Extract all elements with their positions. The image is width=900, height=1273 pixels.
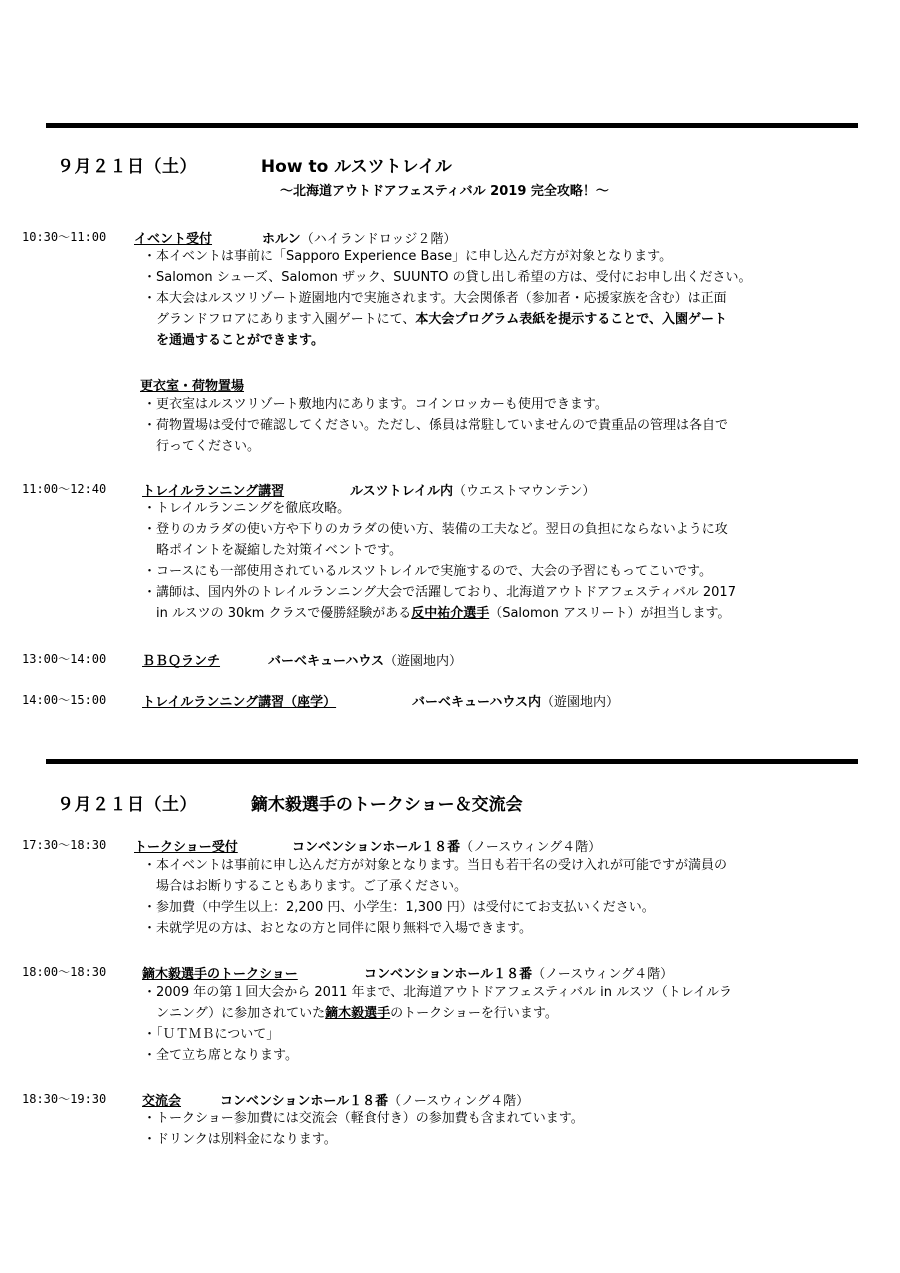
bullet-text: グランドフロアにあります入園ゲートにて、 xyxy=(156,312,416,327)
event-name: トレイルランニング講習（座学） xyxy=(142,695,337,710)
bullet-continuation xyxy=(156,603,730,624)
venue-detail: （ハイランドロッジ２階） xyxy=(300,232,457,247)
bullet: ・本大会はルスツリゾート遊園地内で実施されます。大会関係者（参加者・応援家族を含む）は正面 xyxy=(143,291,727,306)
bullet: ・ドリンクは別料金になります。 xyxy=(143,1132,337,1147)
event-networking xyxy=(22,1090,530,1109)
bullet-text: （Salomon アスリート）が担当します。 xyxy=(489,606,731,621)
event-trail-lecture xyxy=(22,480,596,499)
event-talk-reception xyxy=(22,836,602,855)
event-reception xyxy=(22,228,457,247)
event-name: 鏑木毅選手のトークショー xyxy=(142,967,298,982)
section1-subtitle: ～北海道アウトドアフェスティバル 2019 完全攻略！～ xyxy=(280,184,609,199)
event-name: 交流会 xyxy=(142,1094,182,1109)
section1-title: How to ルスツトレイル xyxy=(260,157,452,177)
event-name: トークショー受付 xyxy=(134,840,238,855)
bullet-continuation: 行ってください。 xyxy=(156,439,261,454)
event-venue xyxy=(412,691,619,710)
bullet: ・本イベントは事前に「Sapporo Experience Base」に申し込んだ方が対象となります。 xyxy=(143,249,673,264)
event-time: 17:30～18:30 xyxy=(22,838,107,852)
bullet-text: のトークショーを行います。 xyxy=(390,1006,558,1021)
venue-detail: （遊園地内） xyxy=(540,695,619,710)
event-bbq-lunch xyxy=(22,650,462,669)
event-venue xyxy=(262,228,456,247)
bullet-emphasis: 本大会プログラム表紙を提示することで、入園ゲート xyxy=(415,312,727,327)
locker-heading: 更衣室・荷物置場 xyxy=(140,379,245,394)
event-venue xyxy=(350,480,595,499)
event-name: ＢＢＱランチ xyxy=(142,654,221,669)
section2-heading xyxy=(57,790,523,815)
section1-heading xyxy=(57,152,452,177)
venue-detail: （遊園地内） xyxy=(383,654,462,669)
bullet: ・「ＵＴＭＢについて」 xyxy=(143,1027,280,1042)
venue-name: コンベンションホール１８番 xyxy=(220,1094,389,1109)
event-time: 10:30～11:00 xyxy=(22,230,107,244)
bullet-continuation: 略ポイントを凝縮した対策イベントです。 xyxy=(156,543,402,558)
bullet: ・全て立ち席となります。 xyxy=(143,1048,298,1063)
instructor-name: 反中祐介選手 xyxy=(411,606,490,621)
venue-detail: （ウエストマウンテン） xyxy=(452,484,596,499)
bullet-continuation xyxy=(156,1003,558,1024)
venue-name: コンベンションホール１８番 xyxy=(364,967,533,982)
event-classroom-lecture xyxy=(22,691,619,710)
bullet: ・登りのカラダの使い方や下りのカラダの使い方、装備の工夫など。翌日の負担にならないように攻 xyxy=(143,522,728,537)
section-divider-middle xyxy=(46,759,858,764)
bullet: ・更衣室はルスツリゾート敷地内にあります。コインロッカーも使用できます。 xyxy=(143,397,608,412)
event-name: トレイルランニング講習 xyxy=(142,484,285,499)
bullet: ・コースにも一部使用されているルスツトレイルで実施するので、大会の予習にもってこいです。 xyxy=(143,564,713,579)
event-venue xyxy=(292,836,601,855)
event-time: 18:30～19:30 xyxy=(22,1092,107,1106)
event-venue xyxy=(220,1090,529,1109)
bullet-continuation: 場合はお断りすることもあります。ご了承ください。 xyxy=(156,879,467,894)
bullet-continuation: を通過することができます。 xyxy=(156,333,324,348)
bullet-text: ンニング）に参加されていた xyxy=(156,1006,326,1021)
venue-name: バーベキューハウス内 xyxy=(412,695,541,710)
venue-detail: （ノースウィング４階） xyxy=(460,840,602,855)
section-divider-top xyxy=(46,123,858,128)
bullet: ・未就学児の方は、おとなの方と同伴に限り無料で入場できます。 xyxy=(143,921,532,936)
bullet: ・荷物置場は受付で確認してください。ただし、係員は常駐していませんので貴重品の管理は各自で xyxy=(143,418,729,433)
bullet: ・本イベントは事前に申し込んだ方が対象となります。当日も若干名の受け入れが可能ですが満員の xyxy=(143,858,727,873)
bullet: ・Salomon シューズ、Salomon ザック、SUUNTO の貸し出し希望の方は、受付にお申し出ください。 xyxy=(143,270,752,285)
venue-detail: （ノースウィング４階） xyxy=(388,1094,530,1109)
bullet: ・講師は、国内外のトレイルランニング大会で活躍しており、北海道アウトドアフェスティバル 2017 xyxy=(143,585,736,600)
speaker-name: 鏑木毅選手 xyxy=(325,1006,391,1021)
section2-title: 鏑木毅選手のトークショー＆交流会 xyxy=(250,795,523,815)
venue-detail: （ノースウィング４階） xyxy=(532,967,674,982)
venue-name: ルスツトレイル内 xyxy=(350,484,453,499)
event-talk-show xyxy=(22,963,674,982)
event-venue xyxy=(268,650,462,669)
venue-name: コンベンションホール１８番 xyxy=(292,840,461,855)
event-time: 13:00～14:00 xyxy=(22,652,107,666)
event-name: イベント受付 xyxy=(134,232,213,247)
event-venue xyxy=(364,963,673,982)
bullet: ・参加費（中学生以上：2,200 円、小学生：1,300 円）は受付にてお支払いください。 xyxy=(143,900,655,915)
bullet-text: in ルスツの 30km クラスで優勝経験がある xyxy=(156,606,412,621)
venue-name: バーベキューハウス xyxy=(268,654,384,669)
bullet: ・トークショー参加費には交流会（軽食付き）の参加費も含まれています。 xyxy=(143,1111,584,1126)
section1-date: ９月２１日（土） xyxy=(57,157,197,177)
bullet: ・2009 年の第１回大会から 2011 年まで、北海道アウトドアフェスティバル in ルスツ（トレイルラ xyxy=(143,985,733,1000)
bullet: ・トレイルランニングを徹底攻略。 xyxy=(143,501,351,516)
section2-date: ９月２１日（土） xyxy=(57,795,197,815)
event-time: 11:00～12:40 xyxy=(22,482,107,496)
venue-name: ホルン xyxy=(262,232,301,247)
event-time: 18:00～18:30 xyxy=(22,965,107,979)
event-time: 14:00～15:00 xyxy=(22,693,107,707)
bullet-continuation xyxy=(156,309,727,330)
